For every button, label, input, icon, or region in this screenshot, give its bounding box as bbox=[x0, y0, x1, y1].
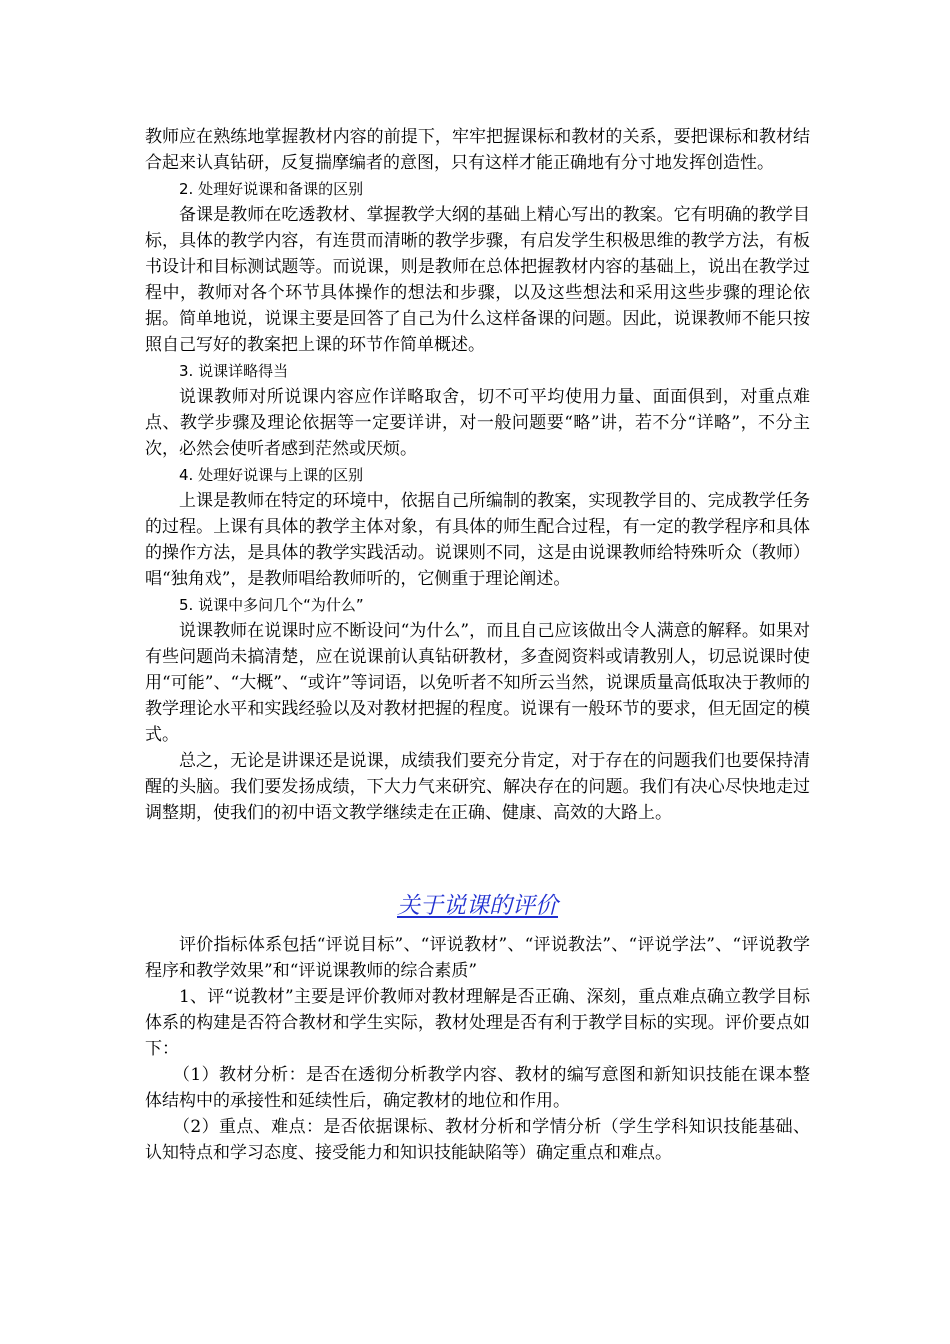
intro-paragraph: 教师应在熟练地掌握教材内容的前提下，牢牢把握课标和教材的关系，要把课标和教材结合起来认真钻研，反复揣摩编者的意图，只有这样才能正确地有分寸地发挥创造性。 bbox=[145, 127, 810, 173]
heading-4: 4. 处理好说课与上课的区别 bbox=[179, 466, 364, 484]
evaluation-material-paragraph: 1、评“说教材”主要是评价教师对教材理解是否正确、深刻，重点难点确立教学目标体系的构建是否符合教材和学生实际，教材处理是否有利于教学目标的实现。评价要点如下： bbox=[145, 987, 810, 1059]
material-analysis-item: （1）教材分析：是否在透彻分析教学内容、教材的编写意图和新知识技能在课本整体结构中的承接性和延续性后，确定教材的地位和作用。 bbox=[145, 1065, 810, 1111]
heading-3: 3. 说课详略得当 bbox=[179, 362, 289, 380]
summary-paragraph: 总之，无论是讲课还是说课，成绩我们要充分肯定，对于存在的问题我们也要保持清醒的头脑。我们要发扬成绩，下大力气来研究、解决存在的问题。我们有决心尽快地走过调整期，使我们的初中语文教学继续走在正确、健康、高效的大路上。 bbox=[145, 751, 810, 823]
section-title-link[interactable]: 关于说课的评价 bbox=[397, 893, 558, 919]
heading-5: 5. 说课中多问几个“为什么” bbox=[179, 596, 364, 614]
key-points-item: （2）重点、难点：是否依据课标、教材分析和学情分析（学生学科知识技能基础、认知特点和学习态度、接受能力和知识技能缺陷等）确定重点和难点。 bbox=[145, 1117, 810, 1163]
paragraph-detail: 说课教师对所说课内容应作详略取舍，切不可平均使用力量、面面俱到，对重点难点、教学步骤及理论依据等一定要详讲，对一般问题要“略”讲，若不分“详略”，不分主次，必然会使听者感到茫然或厌烦。 bbox=[145, 387, 810, 459]
section-gap bbox=[145, 826, 810, 890]
document-page bbox=[145, 124, 810, 1166]
paragraph-why: 说课教师在说课时应不断设问“为什么”，而且自己应该做出令人满意的解释。如果对有些问题尚未搞清楚，应在说课前认真钻研教材，多查阅资料或请教别人，切忌说课时使用“可能”、“大概”、“或许”等词语，以免听者不知所云当然，说课质量高低取决于教师的教学理论水平和实践经验以及对教材把握的程度。说课有一般环节的要求，但无固定的模式。 bbox=[145, 621, 810, 745]
paragraph-talk-vs-class: 上课是教师在特定的环境中，依据自己所编制的教案，实现教学目的、完成教学任务的过程。上课有具体的教学主体对象，有具体的师生配合过程，有一定的教学程序和具体的操作方法，是具体的教学实践活动。说课则不同，这是由说课教师给特殊听众（教师）唱“独角戏”，是教师唱给教师听的，它侧重于理论阐述。 bbox=[145, 491, 810, 589]
heading-2: 2. 处理好说课和备课的区别 bbox=[179, 180, 364, 198]
evaluation-index-paragraph: 评价指标体系包括“评说目标”、“评说教材”、“评说教法”、“评说学法”、“评说教学程序和教学效果”和“评说课教师的综合素质” bbox=[145, 935, 810, 981]
paragraph-prep-vs-talk: 备课是教师在吃透教材、掌握教学大纲的基础上精心写出的教案。它有明确的教学目标，具体的教学内容，有连贯而清晰的教学步骤，有启发学生积极思维的教学方法，有板书设计和目标测试题等。而说课，则是教师在总体把握教材内容的基础上，说出在教学过程中，教师对各个环节具体操作的想法和步骤，以及这些想法和采用这些步骤的理论依据。简单地说，说课主要是回答了自己为什么这样备课的问题。因此，说课教师不能只按照自己写好的教案把上课的环节作简单概述。 bbox=[145, 205, 810, 355]
